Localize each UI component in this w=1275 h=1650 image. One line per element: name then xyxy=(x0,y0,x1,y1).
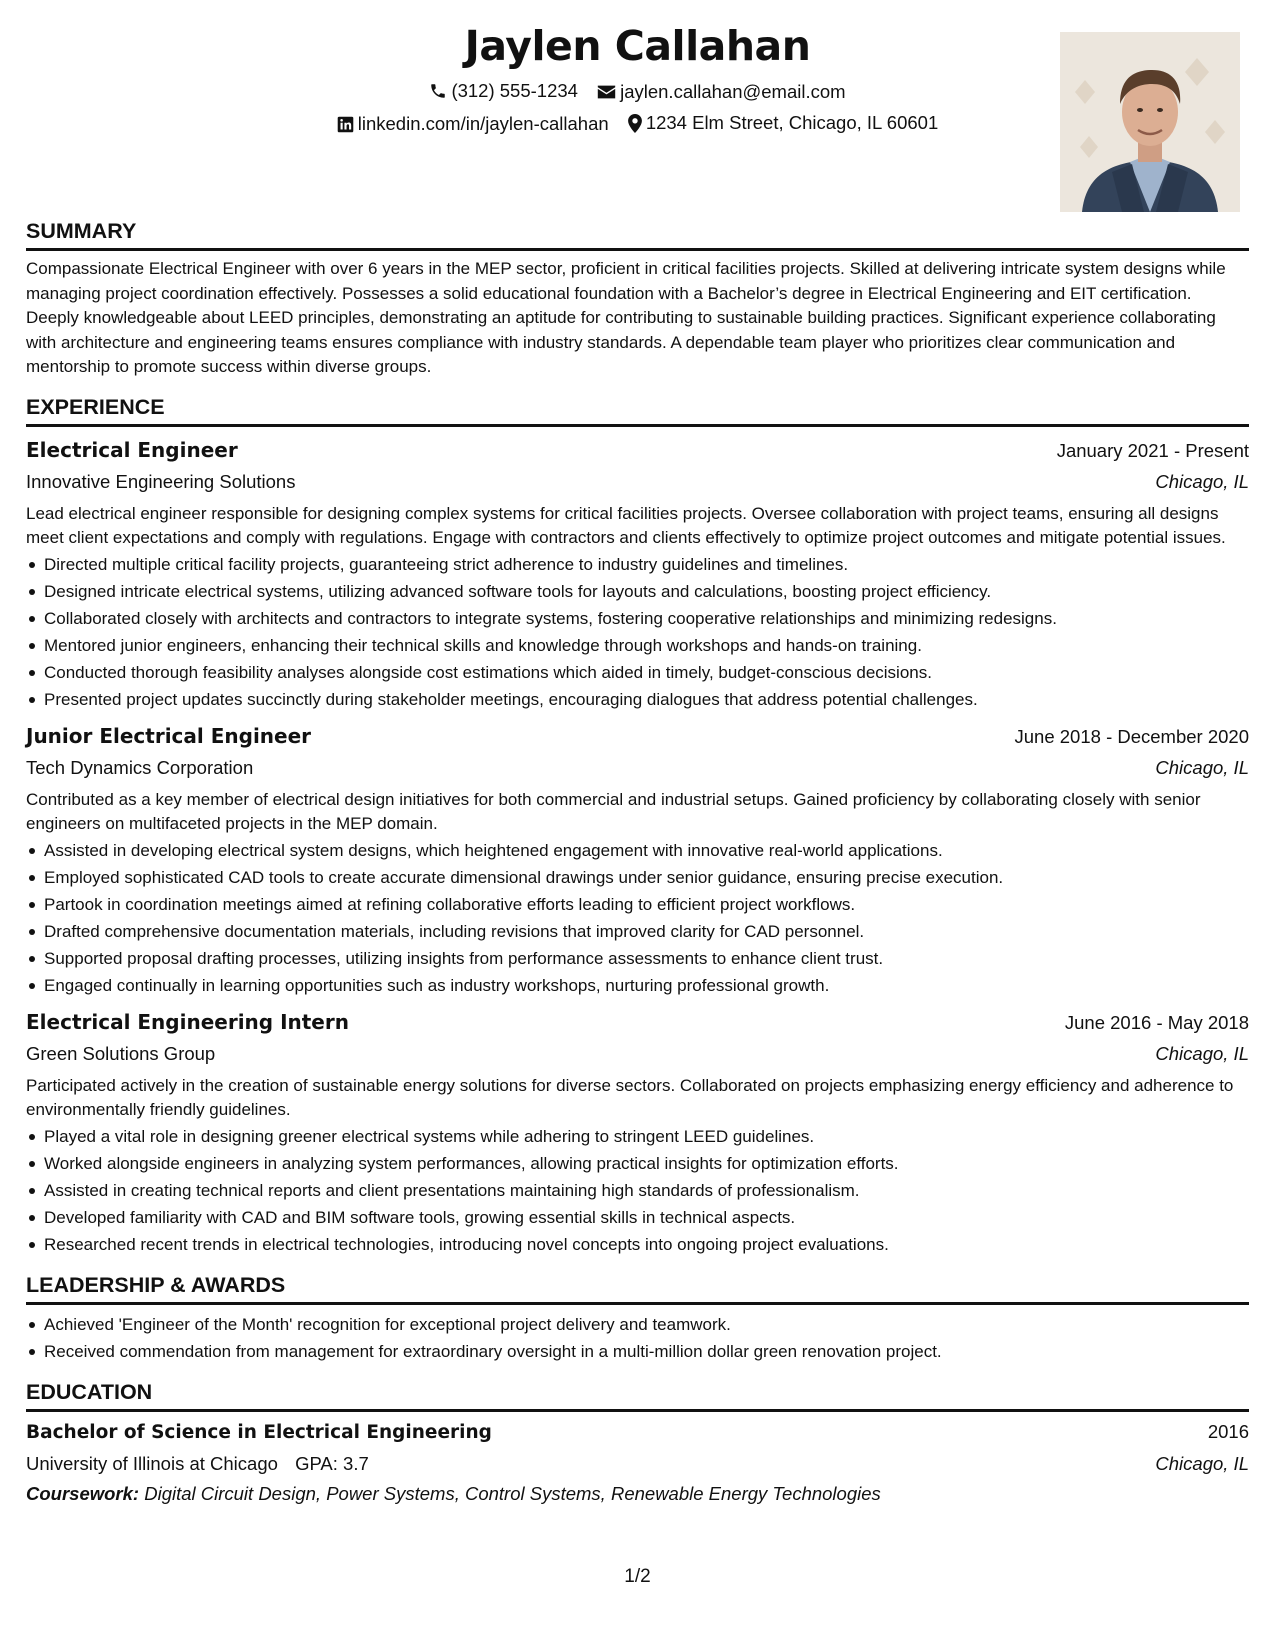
job-location: Chicago, IL xyxy=(1155,1042,1249,1064)
resume-page xyxy=(26,0,1249,1650)
job-entry xyxy=(26,1007,1249,1258)
linkedin-url: linkedin.com/in/jaylen-callahan xyxy=(357,113,609,134)
profile-photo xyxy=(1060,32,1240,212)
street-address: 1234 Elm Street, Chicago, IL 60601 xyxy=(645,112,939,133)
job-dates: January 2021 - Present xyxy=(1056,439,1249,461)
job-location: Chicago, IL xyxy=(1155,470,1249,492)
bullet-item: Engaged continually in learning opportunities such as industry workshops, nurturing professional growth. xyxy=(44,972,1249,999)
bullet-item: Researched recent trends in electrical technologies, introducing novel concepts into ongoing project evaluations. xyxy=(44,1231,1249,1258)
graduation-year: 2016 xyxy=(1207,1420,1249,1442)
coursework-line xyxy=(26,1479,1249,1509)
coursework-label: Coursework: xyxy=(26,1482,140,1504)
section-title-leadership: LEADERSHIP & AWARDS xyxy=(26,1272,1249,1305)
phone-number: (312) 555-1234 xyxy=(451,80,578,101)
coursework-list: Digital Circuit Design, Power Systems, Control Systems, Renewable Energy Technologies xyxy=(144,1482,881,1504)
gpa: GPA: 3.7 xyxy=(295,1452,369,1474)
bullet-item: Worked alongside engineers in analyzing system performances, allowing practical insights for optimization efforts. xyxy=(44,1150,1249,1177)
job-title: Electrical Engineer xyxy=(26,437,238,462)
school-line xyxy=(26,1448,369,1479)
job-title: Junior Electrical Engineer xyxy=(26,723,312,748)
job-dates: June 2016 - May 2018 xyxy=(1064,1011,1249,1033)
bullet-item: Directed multiple critical facility projects, guaranteeing strict adherence to industry guidelines and timelines. xyxy=(44,551,1249,578)
job-title: Electrical Engineering Intern xyxy=(26,1009,349,1034)
bullet-item: Supported proposal drafting processes, utilizing insights from performance assessments to enhance client trust. xyxy=(44,945,1249,972)
page-number: 1/2 xyxy=(624,1566,651,1587)
company-name: Innovative Engineering Solutions xyxy=(26,470,296,492)
bullet-item: Conducted thorough feasibility analyses alongside cost estimations which aided in timely, budget-conscious decisions. xyxy=(44,659,1249,686)
bullet-item: Partook in coordination meetings aimed at refining collaborative efforts leading to efficient project workflows. xyxy=(44,891,1249,918)
experience-section xyxy=(26,394,1249,1258)
bullet-item: Presented project updates succinctly during stakeholder meetings, encouraging dialogues that address potential challenges. xyxy=(44,686,1249,713)
leadership-bullets xyxy=(26,1311,1249,1365)
job-location: Chicago, IL xyxy=(1155,756,1249,778)
company-name: Green Solutions Group xyxy=(26,1042,216,1064)
job-description: Lead electrical engineer responsible for designing complex systems for critical facilities projects. Oversee collaboration with project teams, ensuring all designs meet client expectations and comply with regulations. Engage with contractors and clients effectively to optimize project outcomes and mitigate potential issues. xyxy=(26,503,1226,547)
linkedin-contact[interactable] xyxy=(337,113,609,135)
summary-text: Compassionate Electrical Engineer with over 6 years in the MEP sector, proficient in critical facilities projects. Skilled at delivering intricate system designs while managing project coordination effectively. Possesses a solid educational foundation with a Bachelor’s degree in Electrical Engineering and EIT certification. Deeply knowledgeable about LEED principles, demonstrating an aptitude for contributing to sustainable building practices. Significant experience collaborating with architecture and engineering teams ensures compliance with industry standards. A dependable team player who prioritizes clear communication and mentorship to promote success within diverse groups. xyxy=(26,259,1226,376)
company-name: Tech Dynamics Corporation xyxy=(26,756,254,778)
phone-icon xyxy=(429,82,447,100)
section-title-education: EDUCATION xyxy=(26,1379,1249,1412)
job-description: Participated actively in the creation of sustainable energy solutions for diverse sectors. Collaborated on projects emphasizing energy efficiency and adherence to environmentally friendly guidelines. xyxy=(26,1075,1234,1119)
school-location: Chicago, IL xyxy=(1155,1452,1249,1474)
mail-icon xyxy=(597,84,616,100)
location-pin-icon xyxy=(628,114,642,133)
linkedin-icon xyxy=(337,116,354,133)
bullet-item: Assisted in developing electrical system designs, which heightened engagement with innovative real-world applications. xyxy=(44,837,1249,864)
email-address: jaylen.callahan@email.com xyxy=(620,81,846,102)
section-title-experience: EXPERIENCE xyxy=(26,394,1249,427)
resume-header xyxy=(26,0,1249,218)
job-bullets xyxy=(26,551,1249,713)
summary-section xyxy=(26,218,1249,380)
bullet-item: Designed intricate electrical systems, utilizing advanced software tools for layouts and calculations, boosting project efficiency. xyxy=(44,578,1249,605)
education-section xyxy=(26,1379,1249,1509)
section-title-summary: SUMMARY xyxy=(26,218,1249,251)
bullet-item: Assisted in creating technical reports and client presentations maintaining high standards of professionalism. xyxy=(44,1177,1249,1204)
bullet-item: Mentored junior engineers, enhancing their technical skills and knowledge through workshops and hands-on training. xyxy=(44,632,1249,659)
bullet-item: Received commendation from management for extraordinary oversight in a multi-million dollar green renovation project. xyxy=(44,1338,1249,1365)
job-dates: June 2018 - December 2020 xyxy=(1014,725,1249,747)
bullet-item: Collaborated closely with architects and contractors to integrate systems, fostering cooperative relationships and minimizing redesigns. xyxy=(44,605,1249,632)
job-description: Contributed as a key member of electrical design initiatives for both commercial and industrial setups. Gained proficiency by collaborating closely with senior engineers on multifaceted projects in the MEP domain. xyxy=(26,789,1201,833)
phone-contact[interactable] xyxy=(429,80,578,102)
degree-title: Bachelor of Science in Electrical Engineering xyxy=(26,1421,492,1443)
bullet-item: Drafted comprehensive documentation materials, including revisions that improved clarity for CAD personnel. xyxy=(44,918,1249,945)
email-contact[interactable] xyxy=(597,81,845,103)
bullet-item: Played a vital role in designing greener electrical systems while adhering to stringent LEED guidelines. xyxy=(44,1123,1249,1150)
address-contact xyxy=(628,112,938,134)
job-bullets xyxy=(26,837,1249,999)
candidate-name: Jaylen Callahan xyxy=(464,22,811,70)
bullet-item: Employed sophisticated CAD tools to create accurate dimensional drawings under senior guidance, ensuring precise execution. xyxy=(44,864,1249,891)
bullet-item: Achieved 'Engineer of the Month' recognition for exceptional project delivery and teamwork. xyxy=(44,1311,1249,1338)
leadership-section xyxy=(26,1272,1249,1365)
job-entry xyxy=(26,435,1249,713)
job-bullets xyxy=(26,1123,1249,1258)
job-entry xyxy=(26,721,1249,999)
school-name: University of Illinois at Chicago xyxy=(26,1452,278,1474)
bullet-item: Developed familiarity with CAD and BIM software tools, growing essential skills in technical aspects. xyxy=(44,1204,1249,1231)
